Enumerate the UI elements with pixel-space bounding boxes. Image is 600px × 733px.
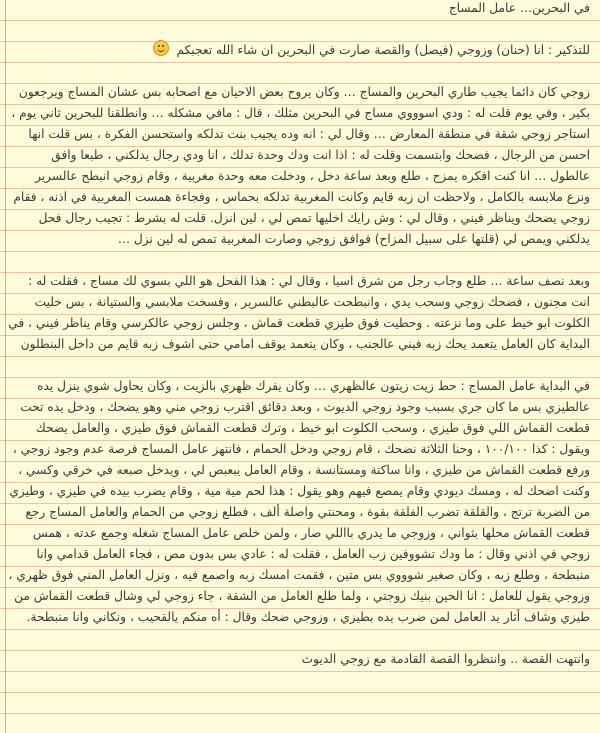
spacer — [8, 250, 590, 271]
story-paragraph-3: في البداية عامل المساج : حط زيت زيتون عالظهري … وكان يفرك ظهري بالزيت ، وكان يحاول شوي ينزل يده عالطيزي بس ما كان جري بسبب وجود زوجي الديوث ، وبعد دقائق اقترب زوجي مني وهو يضحك ، ودخل يده تحت قطعت القماش اللي فوق طيزي ، وسحب الكلوت ابو خيط ، وترك قطعت القماش فوق طيزي ، والعامل يضحك ويقول : كذا ١٠٠/١٠٠ ، وحنا الثلاثة نضحك ، قام زوجي ودخل الحمام ، فانتهز عامل المساج فرصة عدم وجود زوجي ، ورفع قطعت القماش من طيزي ، وانا ساكتة ومستانسة ، وقام العامل يبعبص لي ، ويدخل صبعه في خرقي وكسي ، وكنت اضحك له ، ومسك ديودي وقام يمصع فيهم وهو يقول : هذا لحم مية مية ، وقام يضرب بيده في طيزي ، وطيزي من الضربة ترتج ، والقلقة تضرب الفلقة بقوة ، ومحنتي واصلة ألف ، فطلع زوجي من الحمام والعامل المساج رجع قطعت القماش محلها بثواني ، وزوجي ما يدري بااللي صار ، ولمن خلص عامل المساج شغله وجمع عدته ، همس زوجي في اذني وقال : ما ودك تشووفين زب العامل ، فقلت له : عادي بس بدون مص ، فجاء العامل قدامي وانا منبطحة ، وطلع زبه ، وكان صغير شوووي بس متين ، فقمت امسك زبه واصمع فيه ، ونزل العامل المني فوق ظهري ، وزوجي يقول للعامل : انا الحين بنيك زوجتي ، ولما طلع العامل من الشقة ، جاء زوجي لي وشال قطعت القماش من طيزي وشاف أثار يد العامل لمن ضرب يده بطيزي ، وزوجي ضحك وقال : أه منكم يالقحيب ، ونكاني وانا منبطحة. — [8, 379, 590, 624]
spacer — [8, 628, 590, 649]
smiling-face-icon — [153, 40, 169, 56]
reminder-line — [8, 40, 590, 61]
spacer — [8, 19, 590, 40]
story-text — [8, 0, 590, 670]
spacer — [8, 355, 590, 376]
margin-line — [5, 0, 6, 733]
story-closing: وانتهت القصة .. وانتظروا القصة القادمة مع زوجي الديوث — [301, 652, 590, 666]
story-paragraph-2: وبعد نصف ساعة … طلع وجاب رجل من شرق اسيا ، وقال لي : هذا الفحل هو اللي بسوي لك مساج ، فقلت له : انت مجنون ، فضحك زوجي وسحب يدي ، وانبطحت عالبطني عالسرير ، وفسخت ملابسي والستيانة ، بس خليت الكلوت ابو خيط على وما نزعته . وحطيت فوق طيزي قطعت قماش ، وجلس زوجي عالكرسي وقام يناظر فيني ، في البداية كان العامل يتعمد يحك زبه فيني عالجنب ، وكان يتعمد يوقف امامي حتى اشوف زبه قايم من داخل البنطلون — [8, 274, 590, 351]
story-header: في البحرين… عامل المساج — [448, 1, 590, 15]
reminder-text: للتذكير : انا (حنان) وزوجي (فيصل) والقصة صارت في البحرين ان شاء الله تعجبكم — [176, 43, 590, 57]
story-paragraph-1: زوجي كان دائما يجيب طاري البحرين والمساج … وكان يروح بعض الاحيان مع اصحابه بس عشان المساج ويرجعون بكير ، وفي يوم قلت له : ودي اسوووي مساج في البحرين مثلك ، قال : مافي مشكله … وانطلقنا للبحرين ثاني يوم ، استاجر زوجي شقة في منطقة المعارض … وقال لي : انه وده يجيب بنت تدلكه واستحسن الفكرة ، بس قلت انها احسن من الرجال ، فضحك وابتسمت وقلت له : اذا انت ودك وحدة تدلك ، انا ودي رجال يدلكني ، طبعا وافق عالطول … انا كنت افكره يمزح ، طلع وبعد ساعة دخل ، ودخلت معه وحدة مغربية ، وقام زوجي انبطح عالسرير ونزع ملابسه بالكامل ، ولاحظت ان زبه قايم وكانت المغربية تدلكه بحماس ، وفجاءة همست المغربية في اذنه ، فقام زوجي يضحك ويناظر فيني ، وقال لي : وش رايك اخليها تمص لي ، لين انزل. قلت له بشرط : تجيب رجال فحل يدلكني ويمص لي (قلتها على سبيل المزاح) فوافق زوجي وصارت المغربية تمص له لين نزل … — [11, 85, 590, 246]
spacer — [8, 61, 590, 82]
